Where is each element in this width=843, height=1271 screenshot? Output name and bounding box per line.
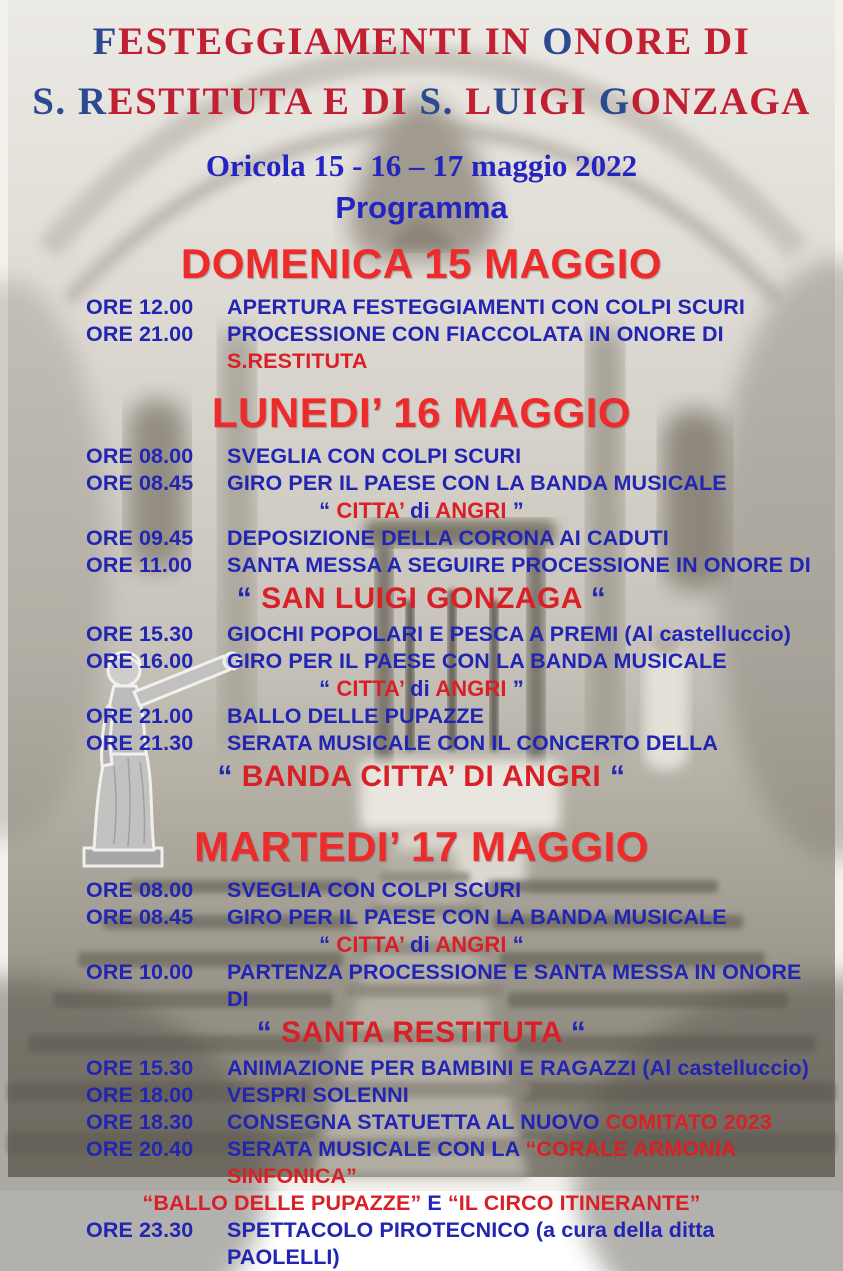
schedule-row [0, 730, 843, 757]
text-segment: “ [319, 932, 337, 958]
text-segment: “ [601, 760, 626, 794]
text-segment: “BALLO DELLE PUPAZZE” [142, 1191, 422, 1216]
event-time: ORE 21.30 [86, 731, 194, 756]
event-time: ORE 12.00 [86, 295, 194, 320]
text-segment: BALLO DELLE PUPAZZE [227, 704, 485, 729]
highlight-line [0, 1190, 843, 1217]
text-segment: GIRO PER IL PAESE CON LA BANDA MUSICALE [227, 649, 727, 674]
program-label: Programma [335, 190, 508, 225]
schedule-row [0, 1109, 843, 1136]
event-description [227, 1056, 809, 1080]
event-time: ORE 21.00 [86, 704, 194, 729]
text-segment: di [410, 498, 436, 524]
text-segment: GIRO PER IL PAESE CON LA BANDA MUSICALE [227, 905, 727, 930]
event-time: ORE 23.30 [86, 1218, 194, 1243]
title-segment: F [92, 20, 118, 63]
event-time: ORE 16.00 [86, 649, 194, 674]
text-segment: “CORALE ARMONIA SINFONICA” [227, 1137, 736, 1189]
event-description [227, 553, 811, 577]
event-description [227, 322, 724, 373]
text-segment: SERATA MUSICALE CON IL CONCERTO DELLA [227, 731, 719, 756]
highlight-line [0, 581, 843, 617]
schedule-row [0, 959, 843, 1013]
text-segment: PROCESSIONE CON FIACCOLATA IN ONORE DI [227, 322, 724, 347]
title-segment: ONZAGA [630, 80, 811, 123]
text-segment: “ [319, 498, 337, 524]
text-segment: “ [256, 1016, 282, 1050]
event-time: ORE 08.00 [86, 444, 194, 469]
text-segment: SVEGLIA CON COLPI SCURI [227, 878, 522, 903]
day-header: LUNEDI’ 16 MAGGIO [211, 389, 632, 437]
title-segment: U [492, 80, 523, 123]
text-segment: S.RESTITUTA [227, 349, 368, 374]
event-description [227, 1083, 409, 1107]
text-segment: DEPOSIZIONE DELLA CORONA AI CADUTI [227, 526, 669, 551]
text-segment: PARTENZA PROCESSIONE E SANTA MESSA IN ONORE DI [227, 960, 802, 1012]
text-segment: ANGRI [435, 676, 507, 702]
event-time: ORE 18.30 [86, 1110, 194, 1135]
highlight-line [0, 1015, 843, 1051]
title-segment: S. [32, 80, 78, 123]
title-segment: G [598, 80, 631, 123]
schedule-row [0, 525, 843, 552]
event-description [227, 878, 521, 902]
text-segment: GIRO PER IL PAESE CON LA BANDA MUSICALE [227, 471, 727, 496]
text-segment: SAN LUIGI GONZAGA [261, 582, 582, 616]
text-segment: CONSEGNA STATUETTA AL NUOVO [227, 1110, 606, 1135]
highlight-line [0, 675, 843, 703]
title-segment: ESTEGGIAMENTI IN [117, 20, 543, 63]
event-description [227, 1218, 715, 1269]
text-segment: “ [319, 676, 337, 702]
event-time: ORE 08.45 [86, 471, 194, 496]
schedule-rows [0, 877, 843, 1271]
text-segment: BANDA CITTA’ DI ANGRI [241, 760, 602, 794]
event-time: ORE 10.00 [86, 960, 194, 985]
event-description [227, 526, 669, 550]
poster-title-line1 [0, 22, 843, 61]
schedule-row [0, 703, 843, 730]
schedule-rows [0, 294, 843, 375]
text-segment: “ [236, 582, 262, 616]
event-time: ORE 15.30 [86, 1056, 194, 1081]
section-domenica [0, 242, 843, 375]
schedule-row [0, 552, 843, 579]
title-segment: L [465, 80, 493, 123]
event-dateline: Oricola 15 - 16 – 17 maggio 2022 [205, 148, 638, 183]
day-header: MARTEDI’ 17 MAGGIO [194, 823, 649, 871]
text-segment: ” [506, 498, 524, 524]
event-description [227, 622, 791, 646]
schedule-row [0, 1136, 843, 1190]
text-segment: di [410, 676, 436, 702]
text-segment: SANTA RESTITUTA [281, 1016, 562, 1050]
text-segment: CITTA’ [336, 676, 411, 702]
highlight-line [0, 497, 843, 525]
event-description [227, 649, 727, 673]
schedule-row [0, 904, 843, 931]
schedule-rows [0, 443, 843, 795]
text-segment: VESPRI SOLENNI [227, 1083, 409, 1108]
title-segment: IGI [522, 80, 599, 123]
event-time: ORE 11.00 [86, 553, 193, 578]
title-segment: NORE DI [574, 20, 751, 63]
text-segment: CITTA’ [336, 932, 411, 958]
schedule-row [0, 470, 843, 497]
text-segment: CITTA’ [336, 498, 411, 524]
text-segment: ANIMAZIONE PER BAMBINI E RAGAZZI (Al castelluccio) [227, 1056, 809, 1081]
event-time: ORE 18.00 [86, 1083, 194, 1108]
section-martedi [0, 825, 843, 1271]
text-segment: SANTA MESSA A SEGUIRE PROCESSIONE IN ONORE DI [227, 553, 811, 578]
text-segment: di [410, 932, 436, 958]
event-time: ORE 08.45 [86, 905, 194, 930]
event-description [227, 704, 484, 728]
event-time: ORE 21.00 [86, 322, 194, 347]
text-segment: SPETTACOLO PIROTECNICO (a cura della ditta PAOLELLI) [227, 1218, 715, 1270]
event-description [227, 731, 718, 755]
section-lunedi [0, 391, 843, 795]
schedule-row [0, 877, 843, 904]
text-segment: SERATA MUSICALE CON LA [227, 1137, 526, 1162]
event-description [227, 1137, 736, 1188]
text-segment: “ [506, 932, 524, 958]
text-segment: COMITATO 2023 [605, 1110, 772, 1135]
title-segment: S. [419, 80, 466, 123]
text-segment: APERTURA FESTEGGIAMENTI CON COLPI SCURI [227, 295, 745, 320]
event-time: ORE 08.00 [86, 878, 194, 903]
text-segment: “ [581, 582, 607, 616]
schedule-row [0, 1055, 843, 1082]
day-header: DOMENICA 15 MAGGIO [180, 240, 663, 287]
text-segment: “ [217, 760, 242, 794]
schedule-row [0, 621, 843, 648]
event-description [227, 1110, 772, 1134]
text-segment: “ [561, 1016, 587, 1050]
schedule-row [0, 321, 843, 375]
schedule-row [0, 1217, 843, 1271]
event-time: ORE 20.40 [86, 1137, 194, 1162]
highlight-line [0, 931, 843, 959]
event-description [227, 905, 727, 929]
schedule-row [0, 443, 843, 470]
text-segment: ” [506, 676, 524, 702]
title-segment: R [77, 80, 108, 123]
poster-title-line2 [0, 82, 843, 121]
schedule-row [0, 1082, 843, 1109]
text-segment: GIOCHI POPOLARI E PESCA A PREMI (Al castelluccio) [227, 622, 791, 647]
text-segment: ANGRI [435, 498, 507, 524]
event-description [227, 960, 802, 1011]
text-segment: E [421, 1191, 448, 1216]
title-segment: O [542, 20, 575, 63]
schedule-row [0, 294, 843, 321]
title-segment: ESTITUTA E DI [107, 80, 420, 123]
event-description [227, 444, 521, 468]
text-segment: ANGRI [435, 932, 507, 958]
event-time: ORE 09.45 [86, 526, 194, 551]
schedule-row [0, 648, 843, 675]
event-description [227, 471, 727, 495]
event-time: ORE 15.30 [86, 622, 194, 647]
text-segment: “IL CIRCO ITINERANTE” [447, 1191, 701, 1216]
text-segment: SVEGLIA CON COLPI SCURI [227, 444, 522, 469]
event-description [227, 295, 745, 319]
highlight-line [0, 759, 843, 795]
